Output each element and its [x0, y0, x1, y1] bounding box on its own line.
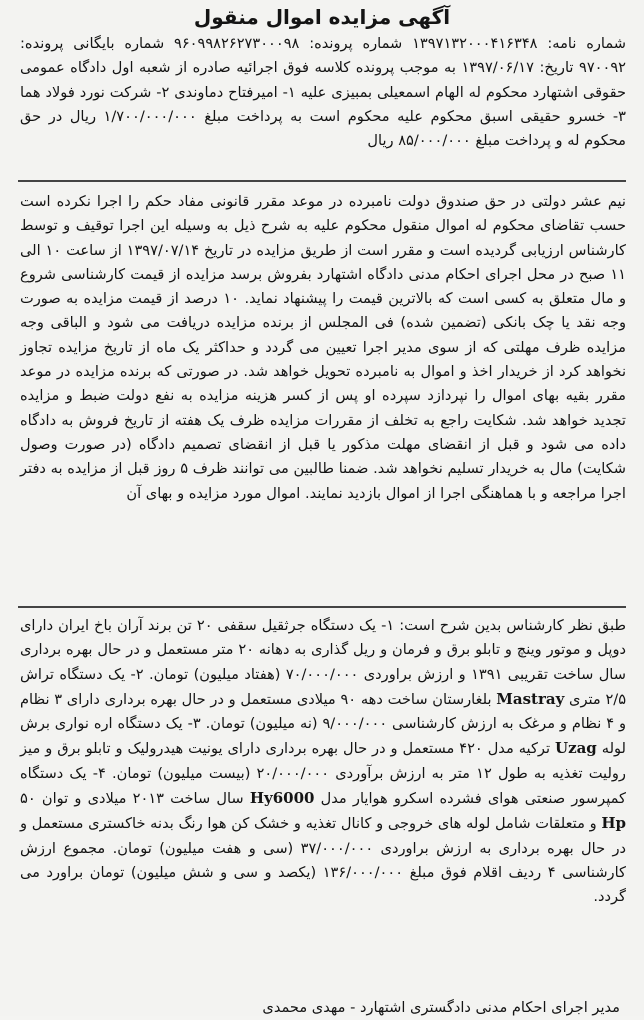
items-text-b: بلغارستان ساخت دهه ۹۰ میلادی مستعمل و در حال بهره برداری دارای ۳ نظام و ۴ نظام و مرغک به ارزش کارشناسی ۹/۰۰۰/۰۰۰ (نه میلیون) تومان. ۳- یک دستگاه اره نواری برش لوله — [20, 690, 627, 758]
notice-title: آگهی مزایده اموال منقول — [193, 5, 451, 29]
model-hy6000: Hy6000 — [249, 789, 315, 808]
brand-mastray: Mastray — [496, 689, 565, 708]
items-text-d: سال ساخت ۲۰۱۳ میلادی و توان ۵۰ — [20, 790, 244, 808]
items-text-c: ترکیه مدل ۴۲۰ مستعمل و در حال بهره برداری دارای یونیت هیدرولیک و تابلو برق و میز رولیت تغذیه به طول ۱۲ متر به ارزش برآوردی ۲۰/۰۰۰/۰۰۰ (بیست میلیون) تومان. ۴- یک دستگاه کمپرسور صنعتی هوای فشرده اسکرو هوایار مدل — [20, 740, 626, 808]
brand-uzag: Uzag — [554, 739, 597, 758]
items-text-e: و متعلقات شامل لوله های خروجی و کانال تغذیه و خشک کن هوا رنگ بدنه خاکستری مستعمل و در حال بهره برداری به ارزش براوردی ۳۷/۰۰۰/۰۰۰ (سی و هفت میلیون) تومان. مجموع ارزش کارشناسی ۴ ردیف اقلام فوق مبلغ ۱۳۶/۰۰۰/۰۰۰ (یکصد و سی و شش میلیون) تومان براورد می گردد. — [20, 815, 627, 906]
section-divider — [18, 180, 626, 182]
signature-line: مدیر اجرای احکام مدنی دادگستری اشتهارد - مهدی محمدی — [262, 999, 620, 1016]
section-divider-2 — [18, 606, 626, 608]
case-details-paragraph: شماره نامه: ۱۳۹۷۱۳۲۰۰۰۴۱۶۳۴۸ شماره پرونده: ۹۶۰۹۹۸۲۶۲۷۳۰۰۰۹۸ شماره بایگانی پرونده: ۹۷۰۰۹۲ تاریخ: ۱۳۹۷/۰۶/۱۷ به موجب پرونده کلاسه فوق اجرائیه صادره از شعبه اول دادگاه عمومی حقوقی اشتهارد محکوم له الهام اسمعیلی بمبیزی علیه ۱- امیرفتاح دماوندی ۲- شرکت نورد فولاد هما ۳- خسرو حقیقی اسبق محکوم علیه محکوم است به پرداخت مبلغ ۱/۷۰۰/۰۰۰/۰۰۰ ریال در حق محکوم له و پرداخت مبلغ ۸۵/۰۰۰/۰۰۰ ریال — [20, 35, 627, 150]
auction-terms-paragraph: نیم عشر دولتی در حق صندوق دولت نامبرده در موعد مقرر قانونی مفاد حکم را اجرا نکرده است حسب تقاضای محکوم له اموال منقول محکوم علیه به شرح ذیل به وسیله این اجرا توقیف و توسط کارشناس ارزیابی گردیده است و مقرر است از طریق مزایده در تاریخ ۱۳۹۷/۰۷/۱۴ از ساعت ۱۰ الی ۱۱ صبح در محل اجرای احکام مدنی دادگاه اشتهارد بفروش برسد مزایده از قیمت کارشناسی شروع و مال متعلق به کسی است که بالاترین قیمت را پیشنهاد نماید. ۱۰ درصد از قیمت مزایده به صورت وجه نقد یا چک بانکی (تضمین شده) فی المجلس از برنده مزایده دریافت می شود و الباقی وجه مزایده ظرف مهلتی که از سوی مدیر اجرا تعیین می گردد و حداکثر یک ماه از تاریخ مزایده تجاوز نخواهد کرد از خریدار اخذ و اموال به نامبرده تحویل خواهد شد. در صورتی که برنده مزایده در موعد مقرر بقیه بهای اموال را نپردازد سپرده او پس از کسر هزینه مزایده به نفع دولت ضبط و مزایده تجدید خواهد شد. شکایت راجع به تخلف از مقررات مزایده ظرف یک هفته از تاریخ فروش به دادگاه داده می شود و قبل از انقضای مهلت مذکور یا قبل از انقضای تصمیم دادگاه (در صورت وصول شکایت) مال به خریدار تسلیم نخواهد شد. ضمنا طالبین می توانند ظرف ۵ روز قبل از مزایده به دفتر اجرا مراجعه و با هماهنگی اجرا از اموال بازدید نمایند. اموال مورد مزایده و بهای آن — [20, 193, 626, 502]
items-text-a: طبق نظر کارشناس بدین شرح است: ۱- یک دستگاه جرثقیل سقفی ۲۰ تن برند آران باخ ایران دارای دوپل و موتور وینچ و تابلو برق و فرمان و ریل گذاری به دهانه ۲۰ متر مستعمل و در حال بهره برداری سال ساخت تقریبی ۱۳۹۱ و ارزش براوردی ۷۰/۰۰۰/۰۰۰ (هفتاد میلیون) تومان. ۲- یک دستگاه تراش ۲/۵ متری — [20, 617, 627, 708]
items-description-paragraph — [0, 614, 644, 994]
unit-hp: Hp — [601, 814, 626, 833]
